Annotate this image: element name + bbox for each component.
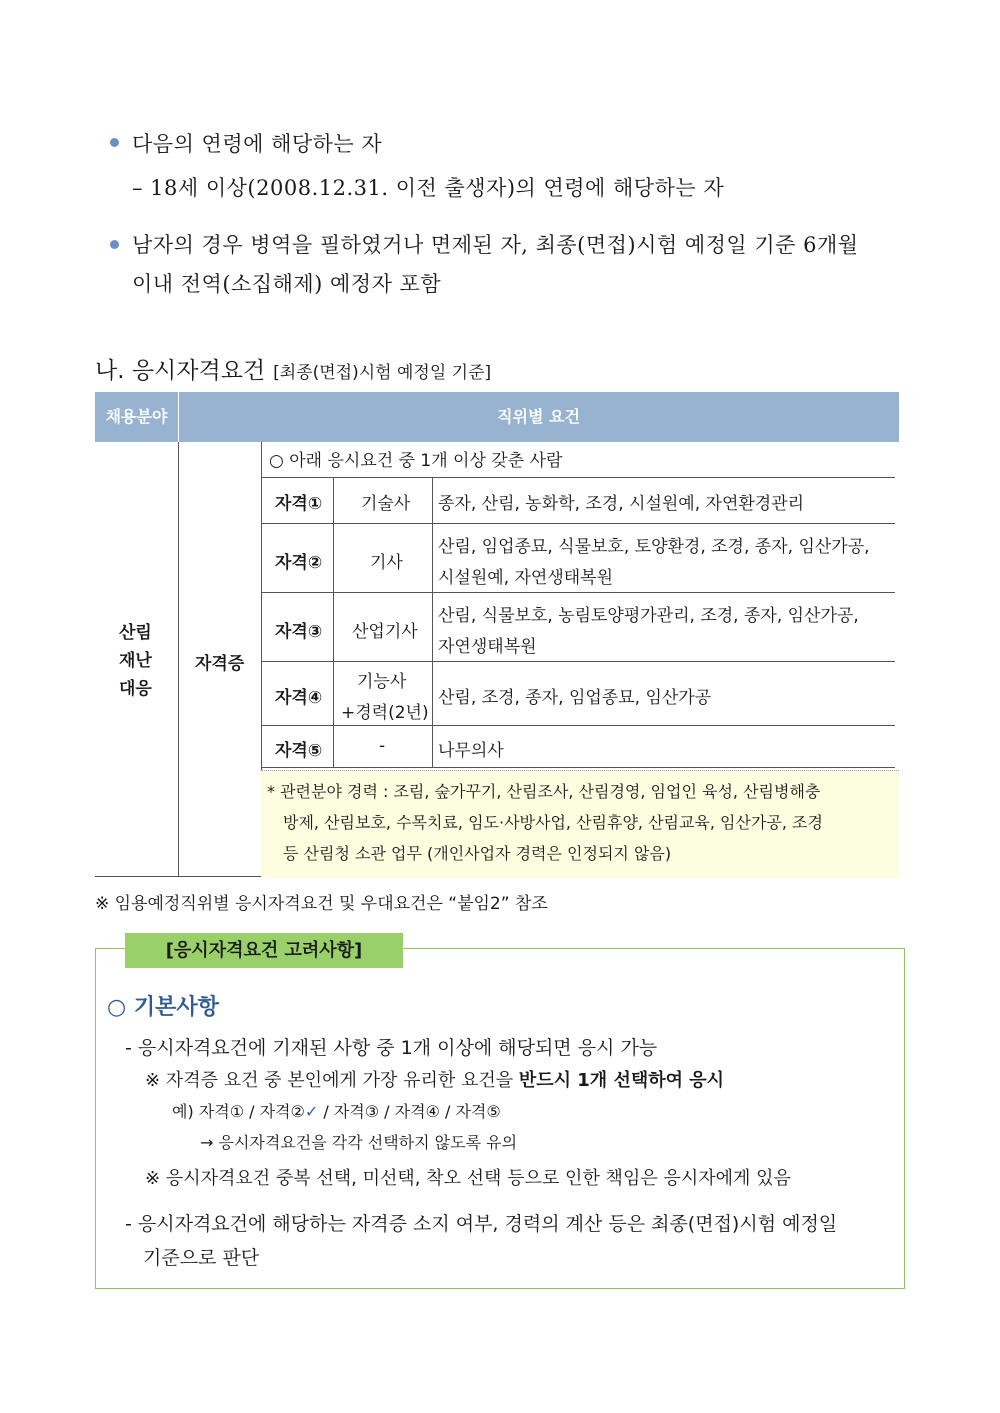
qualification-label: 자격① xyxy=(275,494,323,514)
header-field: 채용분야 xyxy=(105,407,168,426)
considerations-tag: [응시자격요건 고려사항] xyxy=(125,933,403,968)
row-line xyxy=(261,592,895,593)
check-icon: ✓ xyxy=(304,1102,319,1121)
inner-col-line xyxy=(333,477,334,767)
category-label: 자격증 xyxy=(195,654,245,674)
consideration-item-cont: 기준으로 판단 xyxy=(143,1247,260,1269)
military-requirement-cont: 이내 전역(소집해제) 예정자 포함 xyxy=(132,272,442,296)
section-title xyxy=(95,352,491,385)
selection-note-text: ※ 자격증 요건 중 본인에게 가장 유리한 요건을 xyxy=(145,1070,519,1091)
section-title-main: 나. 응시자격요건 xyxy=(95,358,266,384)
qualification-fields: 산림, 식물보호, 농림토양평가관리, 조경, 종자, 임산가공, xyxy=(438,606,859,626)
field-line-3: 대응 xyxy=(119,679,152,699)
qualification-label: 자격⑤ xyxy=(275,741,323,761)
condition-text: ○ 아래 응시요건 중 1개 이상 갖춘 사람 xyxy=(269,451,563,471)
qualification-type: 산업기사 xyxy=(352,622,418,642)
qualification-type: 기능사 xyxy=(357,672,407,692)
reference-note: ※ 임용예정직위별 응시자격요건 및 우대요건은 “붙임2” 참조 xyxy=(95,894,548,914)
field-line-1: 산림 xyxy=(119,623,152,643)
responsibility-note: ※ 응시자격요건 중복 선택, 미선택, 착오 선택 등으로 인한 책임은 응시자에게 있음 xyxy=(145,1168,791,1189)
inner-col-line xyxy=(432,477,433,767)
field-line-2: 재난 xyxy=(119,651,152,671)
age-requirement-detail: – 18세 이상(2008.12.31. 이전 출생자)의 연령에 해당하는 자 xyxy=(132,176,725,200)
example-line xyxy=(172,1099,501,1122)
bullet-dot xyxy=(110,240,119,249)
row-line xyxy=(261,767,895,768)
qualification-type: 기사 xyxy=(370,553,403,573)
qualification-label: 자격② xyxy=(275,553,323,573)
section-title-sub: [최종(면접)시험 예정일 기준] xyxy=(273,363,492,383)
qualification-type-cont: +경력(2년) xyxy=(341,703,429,723)
basic-section-title: ○ 기본사항 xyxy=(107,995,219,1020)
requirements-table xyxy=(95,392,899,877)
consideration-item: - 응시자격요건에 해당하는 자격증 소지 여부, 경력의 계산 등은 최종(면접)시험 예정일 xyxy=(125,1213,838,1235)
header-requirement: 직위별 요건 xyxy=(497,407,580,426)
age-requirement: 다음의 연령에 해당하는 자 xyxy=(132,132,383,156)
header-divider xyxy=(178,392,179,442)
bullet-dot xyxy=(110,138,119,147)
example-text: 예) 자격① / 자격② xyxy=(172,1102,305,1121)
qualification-fields-cont: 시설원예, 자연생태복원 xyxy=(438,568,614,588)
qualification-label: 자격③ xyxy=(275,622,323,642)
qualification-fields: 산림, 임업종묘, 식물보호, 토양환경, 조경, 종자, 임산가공, xyxy=(438,537,870,557)
selection-note-emphasis: 반드시 1개 선택하여 응시 xyxy=(518,1070,725,1091)
example-text-rest: / 자격③ / 자격④ / 자격⑤ xyxy=(318,1102,501,1121)
qualification-fields: 종자, 산림, 농화학, 조경, 시설원예, 자연환경관리 xyxy=(438,494,805,514)
experience-note-line: * 관련분야 경력 : 조림, 숲가꾸기, 산림조사, 산림경영, 임업인 육성, 산림병해충 xyxy=(267,782,821,801)
arrow-note: → 응시자격요건을 각각 선택하지 않도록 유의 xyxy=(200,1133,518,1152)
selection-note xyxy=(145,1066,724,1092)
col-divider-1 xyxy=(178,442,179,877)
experience-note-line: 방제, 산림보호, 수목치료, 임도·사방사업, 산림휴양, 산림교육, 임산가공, 조경 xyxy=(283,813,823,832)
row-line xyxy=(261,477,895,478)
qualification-fields: 산림, 조경, 종자, 임업종묘, 임산가공 xyxy=(438,688,712,708)
military-requirement: 남자의 경우 병역을 필하였거나 면제된 자, 최종(면접)시험 예정일 기준 6개월 xyxy=(132,233,859,257)
row-line xyxy=(261,661,895,662)
qualification-fields: 나무의사 xyxy=(438,741,504,761)
experience-note-line: 등 산림청 소관 업무 (개인사업자 경력은 인정되지 않음) xyxy=(283,844,672,863)
qualification-type: - xyxy=(379,736,386,756)
experience-note-box xyxy=(261,770,899,878)
table-header xyxy=(95,392,899,442)
row-line xyxy=(261,523,895,524)
qualification-type: 기술사 xyxy=(361,494,411,514)
qualification-fields-cont: 자연생태복원 xyxy=(438,637,537,657)
consideration-item: - 응시자격요건에 기재된 사항 중 1개 이상에 해당되면 응시 가능 xyxy=(125,1037,658,1059)
qualification-label: 자격④ xyxy=(275,688,323,708)
row-line xyxy=(261,725,895,726)
